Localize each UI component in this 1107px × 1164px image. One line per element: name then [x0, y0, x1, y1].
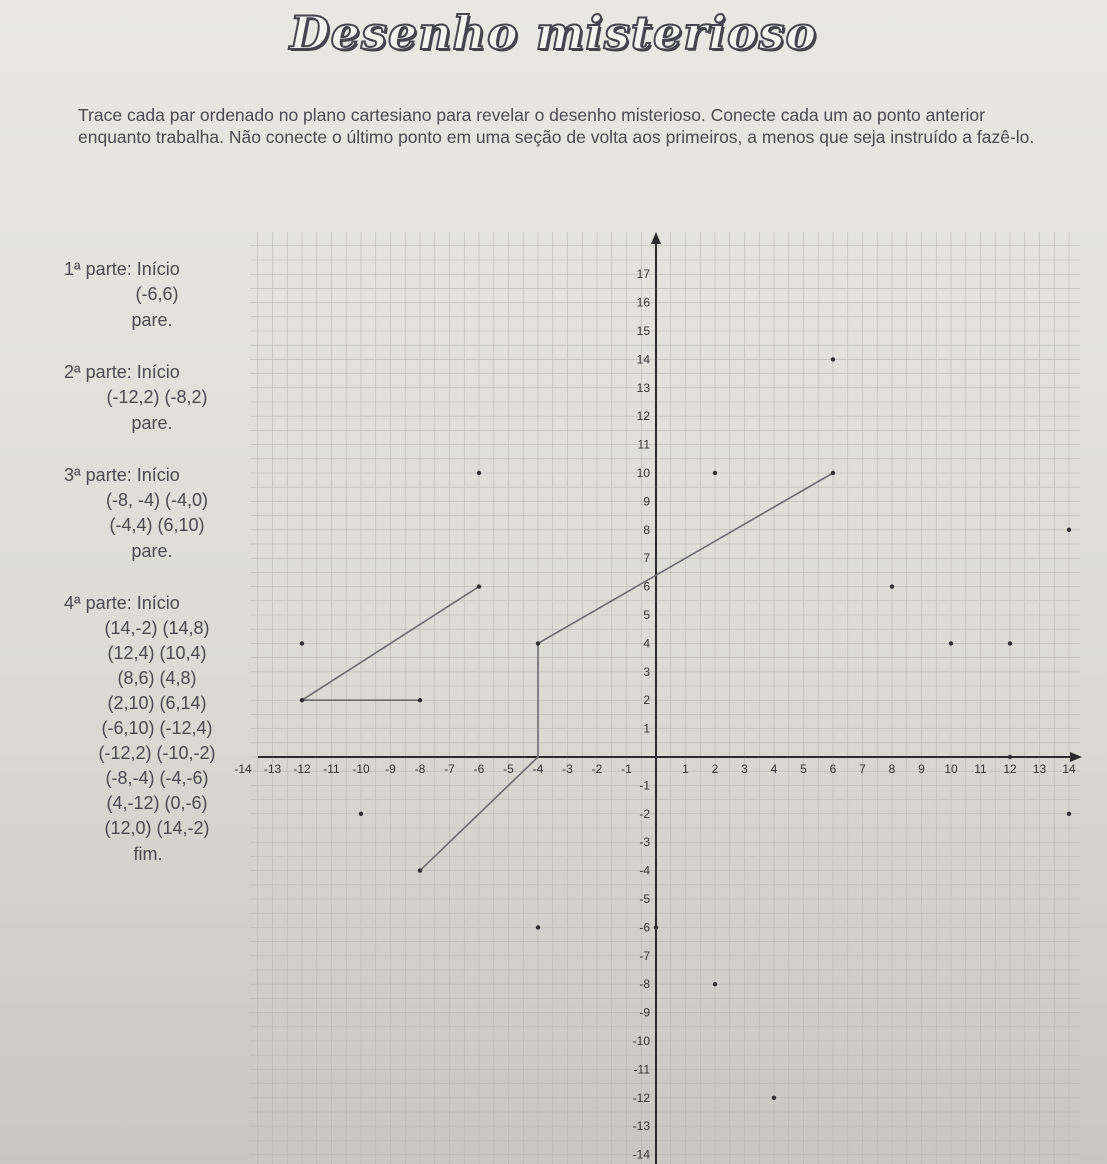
y-tick-label: 4	[643, 636, 650, 651]
y-tick-label: -1	[639, 778, 650, 793]
y-tick-label: 6	[643, 579, 650, 594]
y-tick-label: 13	[636, 380, 650, 395]
x-tick-label: -13	[263, 762, 282, 776]
y-tick-label: 8	[643, 522, 650, 537]
y-tick-label: 5	[643, 608, 650, 622]
y-tick-label: -2	[639, 806, 650, 821]
plotted-point	[418, 698, 422, 702]
ordered-pairs: (-8, -4) (-4,0)	[105, 490, 208, 510]
y-tick-label: -10	[632, 1034, 650, 1048]
ordered-pairs: (-6,10) (-12,4)	[101, 718, 213, 738]
plotted-point	[949, 641, 953, 645]
plotted-point	[831, 471, 835, 475]
y-tick-label: -9	[639, 1005, 650, 1020]
x-tick-label: -12	[293, 762, 311, 776]
ordered-pairs: (12,4) (10,4)	[107, 643, 207, 663]
plotted-point	[536, 641, 540, 645]
x-tick-label: 10	[944, 762, 958, 776]
y-tick-label: 9	[643, 494, 650, 509]
y-tick-label: -7	[639, 948, 650, 963]
part-end: fim.	[133, 844, 163, 864]
instructions-text: Trace cada par ordenado no plano cartesiano para revelar o desenho misterioso. Conecte cada um ao ponto anterior enquanto trabalha. Não conecte o último ponto em uma seção de volta aos primeiros, a menos que seja instruído a fazê-lo.	[78, 105, 1035, 147]
plotted-point	[890, 584, 894, 588]
x-tick-label: 9	[918, 762, 925, 776]
y-tick-label: -13	[632, 1119, 650, 1134]
ordered-pairs: (-6,6)	[135, 284, 179, 304]
x-tick-label: -11	[323, 762, 340, 776]
y-tick-label: 16	[636, 295, 650, 310]
x-tick-label: 3	[741, 762, 748, 776]
x-tick-label: 2	[711, 762, 719, 776]
plotted-point	[831, 357, 835, 361]
x-tick-label: 11	[974, 762, 987, 776]
y-tick-label: -5	[639, 892, 650, 906]
y-tick-label: 12	[636, 409, 650, 424]
x-tick-label: -6	[473, 762, 485, 776]
plotted-point	[1067, 528, 1071, 532]
plotted-point	[1008, 755, 1012, 759]
x-tick-label: 1	[682, 762, 689, 776]
plotted-point	[477, 471, 481, 475]
part-heading: 4ª parte: Início	[64, 593, 180, 613]
plotted-point	[477, 584, 481, 588]
part-heading: 1ª parte: Início	[64, 259, 180, 279]
ordered-pairs: (-12,2) (-8,2)	[106, 387, 208, 407]
x-tick-label: -4	[532, 762, 544, 776]
y-tick-label: -4	[639, 863, 650, 878]
x-tick-label: 6	[829, 762, 837, 776]
x-tick-label: 14	[1062, 762, 1076, 776]
x-tick-label: -14	[234, 762, 252, 776]
part-heading: 3ª parte: Início	[64, 465, 180, 485]
x-tick-label: -1	[621, 762, 632, 776]
x-tick-label: -9	[385, 762, 396, 776]
x-tick-label: -3	[562, 762, 573, 776]
y-tick-label: 11	[637, 437, 650, 452]
y-tick-label: -8	[639, 977, 650, 992]
plotted-point	[1008, 641, 1012, 645]
x-tick-label: 12	[1003, 762, 1017, 776]
part-end: pare.	[131, 310, 173, 330]
y-axis-arrow	[651, 232, 661, 244]
y-tick-label: 1	[643, 721, 650, 736]
y-tick-label: 14	[636, 352, 650, 367]
x-axis-arrow	[1070, 752, 1082, 762]
plotted-point	[300, 641, 304, 645]
y-tick-label: -12	[632, 1090, 650, 1105]
part-end: pare.	[131, 541, 173, 561]
x-tick-label: -8	[414, 762, 426, 776]
plotted-point	[418, 868, 422, 872]
x-tick-label: 4	[770, 762, 778, 776]
plotted-point	[1067, 812, 1071, 816]
plotted-point	[772, 1096, 776, 1100]
plotted-point	[654, 925, 658, 929]
y-tick-label: 2	[643, 693, 650, 708]
ordered-pairs: (4,-12) (0,-6)	[106, 793, 208, 813]
y-tick-label: -14	[632, 1147, 650, 1162]
y-tick-label: 10	[636, 466, 650, 480]
plotted-point	[359, 812, 363, 816]
ordered-pairs: (-12,2) (-10,-2)	[98, 743, 216, 763]
worksheet-title: Desenho misterioso	[289, 6, 818, 60]
ordered-pairs: (-4,4) (6,10)	[109, 515, 205, 535]
y-tick-label: -11	[633, 1062, 650, 1077]
y-tick-label: 3	[643, 664, 650, 679]
y-tick-label: 7	[643, 551, 650, 566]
part-end: pare.	[131, 413, 173, 433]
y-tick-label: -3	[639, 835, 650, 850]
x-tick-label: 8	[888, 762, 896, 776]
plotted-point	[713, 471, 717, 475]
ordered-pairs: (12,0) (14,-2)	[104, 818, 210, 838]
x-tick-label: 5	[800, 762, 807, 776]
x-tick-label: -7	[444, 762, 455, 776]
ordered-pairs: (14,-2) (14,8)	[104, 618, 210, 638]
y-tick-label: 17	[636, 267, 650, 282]
plotted-point	[713, 982, 717, 986]
x-tick-label: 7	[859, 762, 866, 776]
ordered-pairs: (2,10) (6,14)	[107, 693, 207, 713]
plotted-point	[536, 925, 540, 929]
x-tick-label: -2	[591, 762, 603, 776]
x-tick-label: -5	[503, 762, 514, 776]
x-tick-label: 13	[1032, 762, 1047, 776]
y-tick-label: 15	[636, 324, 650, 338]
x-tick-label: -10	[352, 762, 370, 776]
y-tick-label: -6	[639, 920, 650, 935]
plotted-point	[300, 698, 304, 702]
part-heading: 2ª parte: Início	[64, 362, 180, 382]
ordered-pairs: (-8,-4) (-4,-6)	[105, 768, 209, 788]
ordered-pairs: (8,6) (4,8)	[117, 668, 197, 688]
